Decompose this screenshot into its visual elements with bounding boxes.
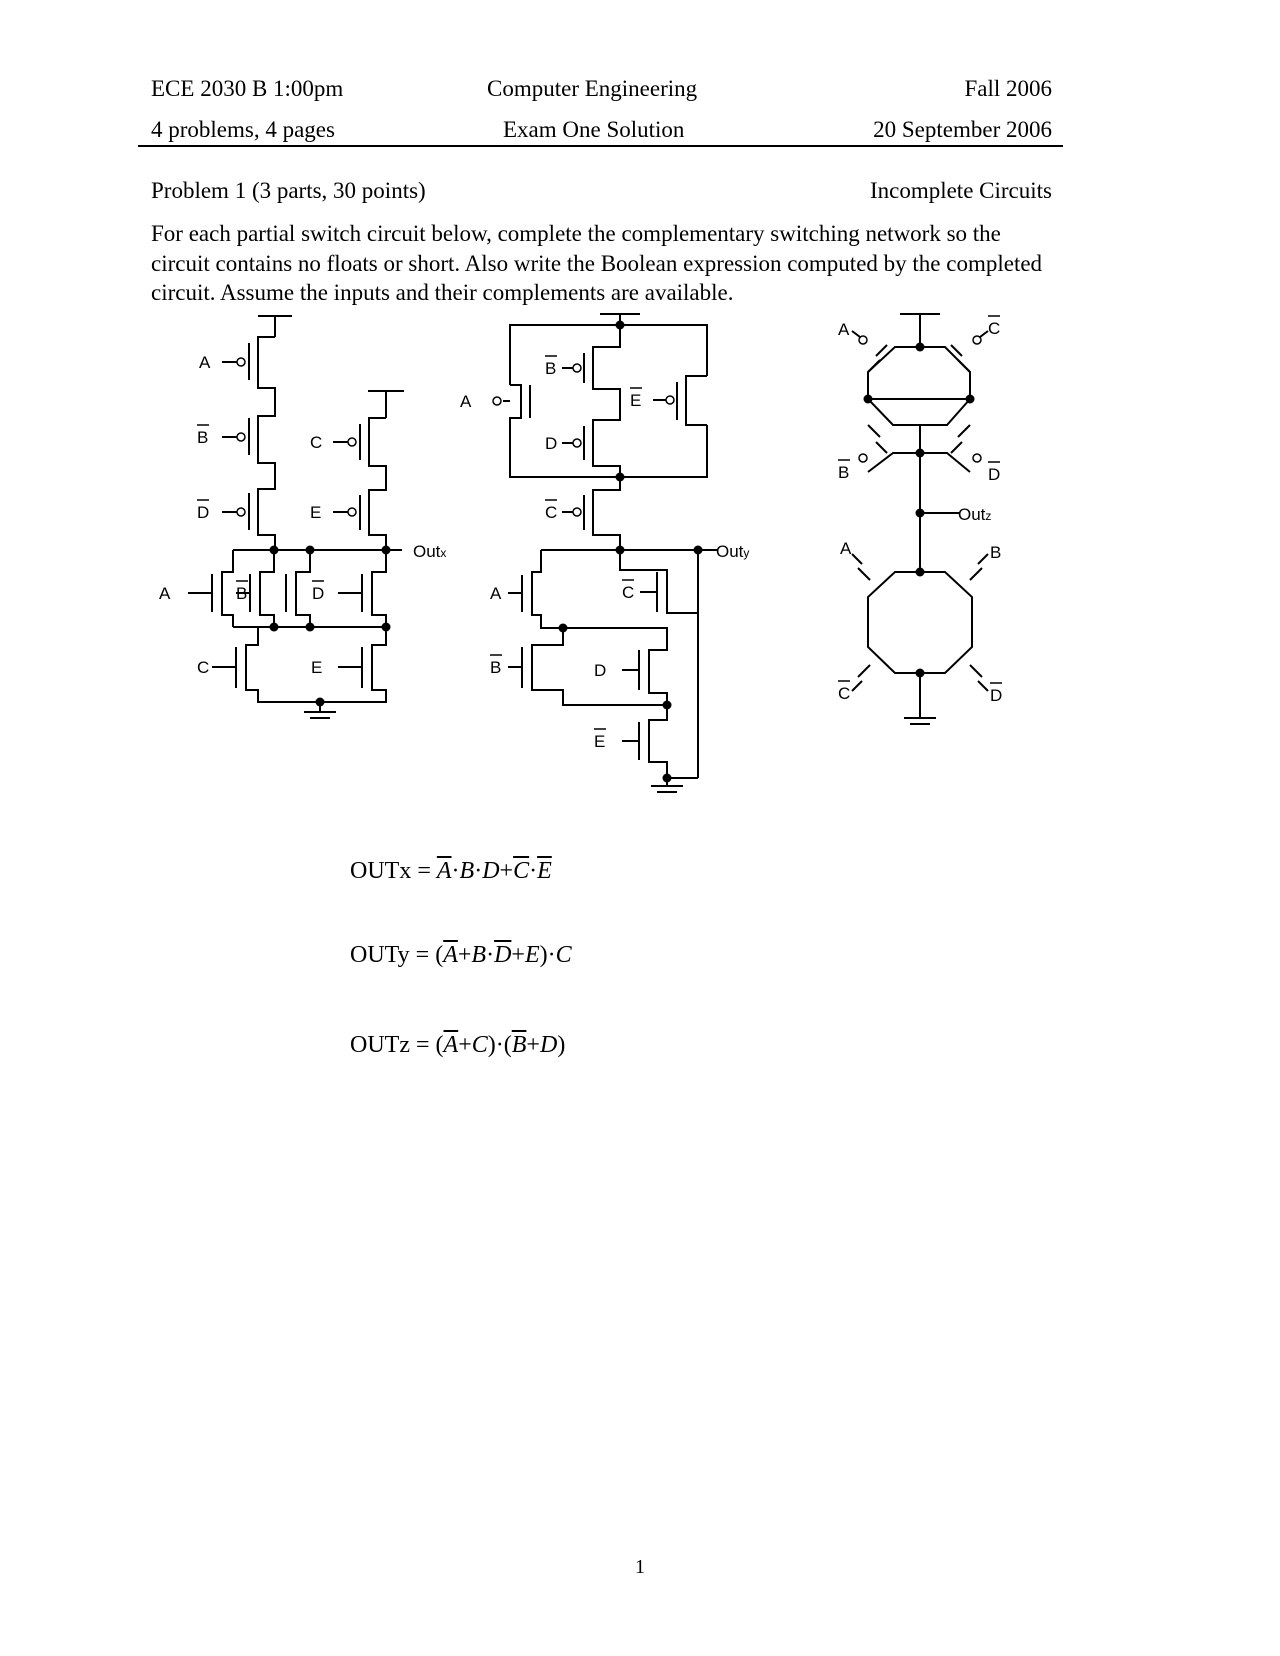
problem-text-line: For each partial switch circuit below, complete the complementary switching network so the	[151, 221, 1001, 246]
node-dot	[270, 623, 279, 632]
pmos-label-b: B	[197, 428, 209, 447]
circuit-z	[838, 314, 1002, 724]
page-number: 1	[635, 1556, 645, 1578]
out-label-z: Outz	[958, 505, 992, 524]
bubble	[237, 433, 245, 441]
header-term: Fall 2006	[964, 76, 1052, 101]
circuit-x	[159, 316, 446, 718]
op: ·	[486, 942, 495, 968]
circuit-y	[460, 314, 749, 792]
nmos-label-e: E	[311, 658, 323, 677]
term: C	[471, 1032, 488, 1058]
term: B	[471, 942, 487, 968]
op: +	[457, 942, 472, 968]
bubble	[573, 439, 581, 447]
term: $\overline{E}$	[537, 858, 552, 884]
nmos-label-c: C	[838, 684, 851, 703]
term: $\overline{B}$	[511, 1032, 527, 1058]
nmos-label-d: D	[990, 686, 1003, 705]
op: +	[511, 942, 525, 968]
header-course: ECE 2030 B 1:00pm	[151, 76, 344, 101]
nmos-label-a: A	[159, 584, 171, 603]
pmos-label-d: D	[545, 434, 558, 453]
term: $\overline{D}$	[494, 942, 512, 968]
out-label-x: Outx	[413, 542, 447, 561]
op: (	[503, 1032, 512, 1058]
equation-lhs: OUTy =	[350, 942, 430, 968]
bubble	[237, 358, 245, 366]
equation-z	[350, 1032, 565, 1059]
pmos-label-a: A	[199, 353, 211, 372]
nmos-a-y	[532, 550, 563, 628]
nmos-d-y	[649, 645, 667, 705]
bubble	[666, 396, 674, 404]
nmos-label-b: B	[990, 543, 1002, 562]
op: +	[526, 1032, 540, 1058]
bubble	[573, 508, 581, 516]
node-dot	[966, 395, 975, 404]
bubble	[859, 336, 867, 344]
gate-leads	[333, 442, 348, 512]
pmos-label-d: D	[988, 465, 1001, 484]
ground-z	[904, 673, 936, 724]
term: $\overline{A}$	[443, 1032, 459, 1058]
vdd-x1	[258, 316, 292, 337]
bubble	[573, 364, 581, 372]
nmos-e-y	[649, 705, 698, 778]
problem-text-line: circuit contains no floats or short. Also write the Boolean expression computed by the completed	[151, 250, 1043, 276]
problem-text-line: circuit. Assume the inputs and their complements are available.	[151, 280, 734, 305]
pmos-bd-y	[593, 325, 620, 477]
vdd-z	[900, 314, 940, 347]
op: ·	[529, 858, 538, 884]
nmos-par-d2	[372, 550, 386, 627]
op: +	[458, 1032, 472, 1058]
nmos-label-d: D	[312, 584, 325, 603]
pmos-label-c: C	[988, 319, 1001, 338]
gate-leads	[562, 368, 573, 443]
op: )	[487, 1032, 496, 1058]
out-label-y: Outy	[716, 542, 750, 561]
bubble	[348, 508, 356, 516]
op: ·	[547, 942, 556, 968]
op: ·	[451, 858, 460, 884]
ground-x	[304, 702, 336, 718]
header-dept: Computer Engineering	[487, 76, 698, 101]
header-date: 20 September 2006	[873, 117, 1052, 142]
op: (	[435, 1032, 444, 1058]
bubble	[973, 336, 981, 344]
ground-y	[651, 778, 683, 792]
pmos-label-e: E	[630, 391, 642, 410]
circuit-diagrams	[0, 0, 1280, 820]
op: )	[539, 942, 548, 968]
equation-lhs: OUTx =	[350, 858, 431, 884]
term: D	[539, 1032, 558, 1058]
term: $\overline{C}$	[513, 858, 530, 884]
nmos-label-a: A	[840, 539, 852, 558]
gate-leads	[222, 362, 237, 512]
header-exam: Exam One Solution	[503, 117, 685, 142]
op: +	[499, 858, 514, 884]
bubble	[973, 454, 981, 462]
node-dot	[864, 395, 873, 404]
pmos-label-c: C	[310, 433, 323, 452]
pmos-stack-x2	[369, 418, 386, 550]
pmos-c-y	[593, 477, 620, 550]
nmos-label-c: C	[622, 583, 635, 602]
problem-heading: Problem 1 (3 parts, 30 points)	[151, 178, 426, 203]
equation-y	[350, 942, 572, 969]
nmos-label-a: A	[490, 584, 502, 603]
pmos-label-a: A	[460, 392, 472, 411]
pmos-label-c: C	[545, 503, 558, 522]
bubble	[493, 397, 501, 405]
op: ·	[495, 1032, 504, 1058]
pmos-label-b: B	[545, 359, 557, 378]
equation-x	[350, 858, 552, 885]
op: ·	[474, 858, 483, 884]
term: $\overline{A}$	[436, 858, 452, 884]
term: $\overline{A}$	[443, 942, 458, 968]
pmos-label-a: A	[838, 320, 850, 339]
pmos-stack-x1	[258, 337, 275, 550]
pmos-e-y	[686, 376, 707, 425]
equation-lhs: OUTz =	[350, 1032, 430, 1058]
nmos-par-b	[260, 550, 274, 627]
term: D	[482, 858, 500, 884]
op: (	[435, 942, 444, 968]
pmos-top-y	[510, 325, 707, 385]
bubble	[348, 438, 356, 446]
problem-topic: Incomplete Circuits	[869, 178, 1052, 203]
nmos-label-e: E	[594, 732, 606, 751]
term: E	[524, 942, 540, 968]
nmos-diamond-z	[868, 572, 972, 673]
header-count: 4 problems, 4 pages	[151, 117, 335, 142]
nmos-par-d	[296, 550, 310, 627]
term: C	[555, 942, 572, 968]
node-dot	[306, 623, 315, 632]
vdd-x2	[368, 391, 404, 418]
nmos-label-c: C	[197, 658, 210, 677]
nmos-label-b: B	[236, 584, 248, 603]
pmos-label-d: D	[197, 503, 210, 522]
nmos-label-d: D	[594, 661, 607, 680]
nmos-label-b: B	[490, 658, 502, 677]
op: )	[557, 1032, 566, 1058]
bubble	[859, 454, 867, 462]
bubble	[237, 508, 245, 516]
pmos-label-e: E	[310, 503, 322, 522]
term: B	[459, 858, 475, 884]
pmos-label-b: B	[838, 463, 850, 482]
